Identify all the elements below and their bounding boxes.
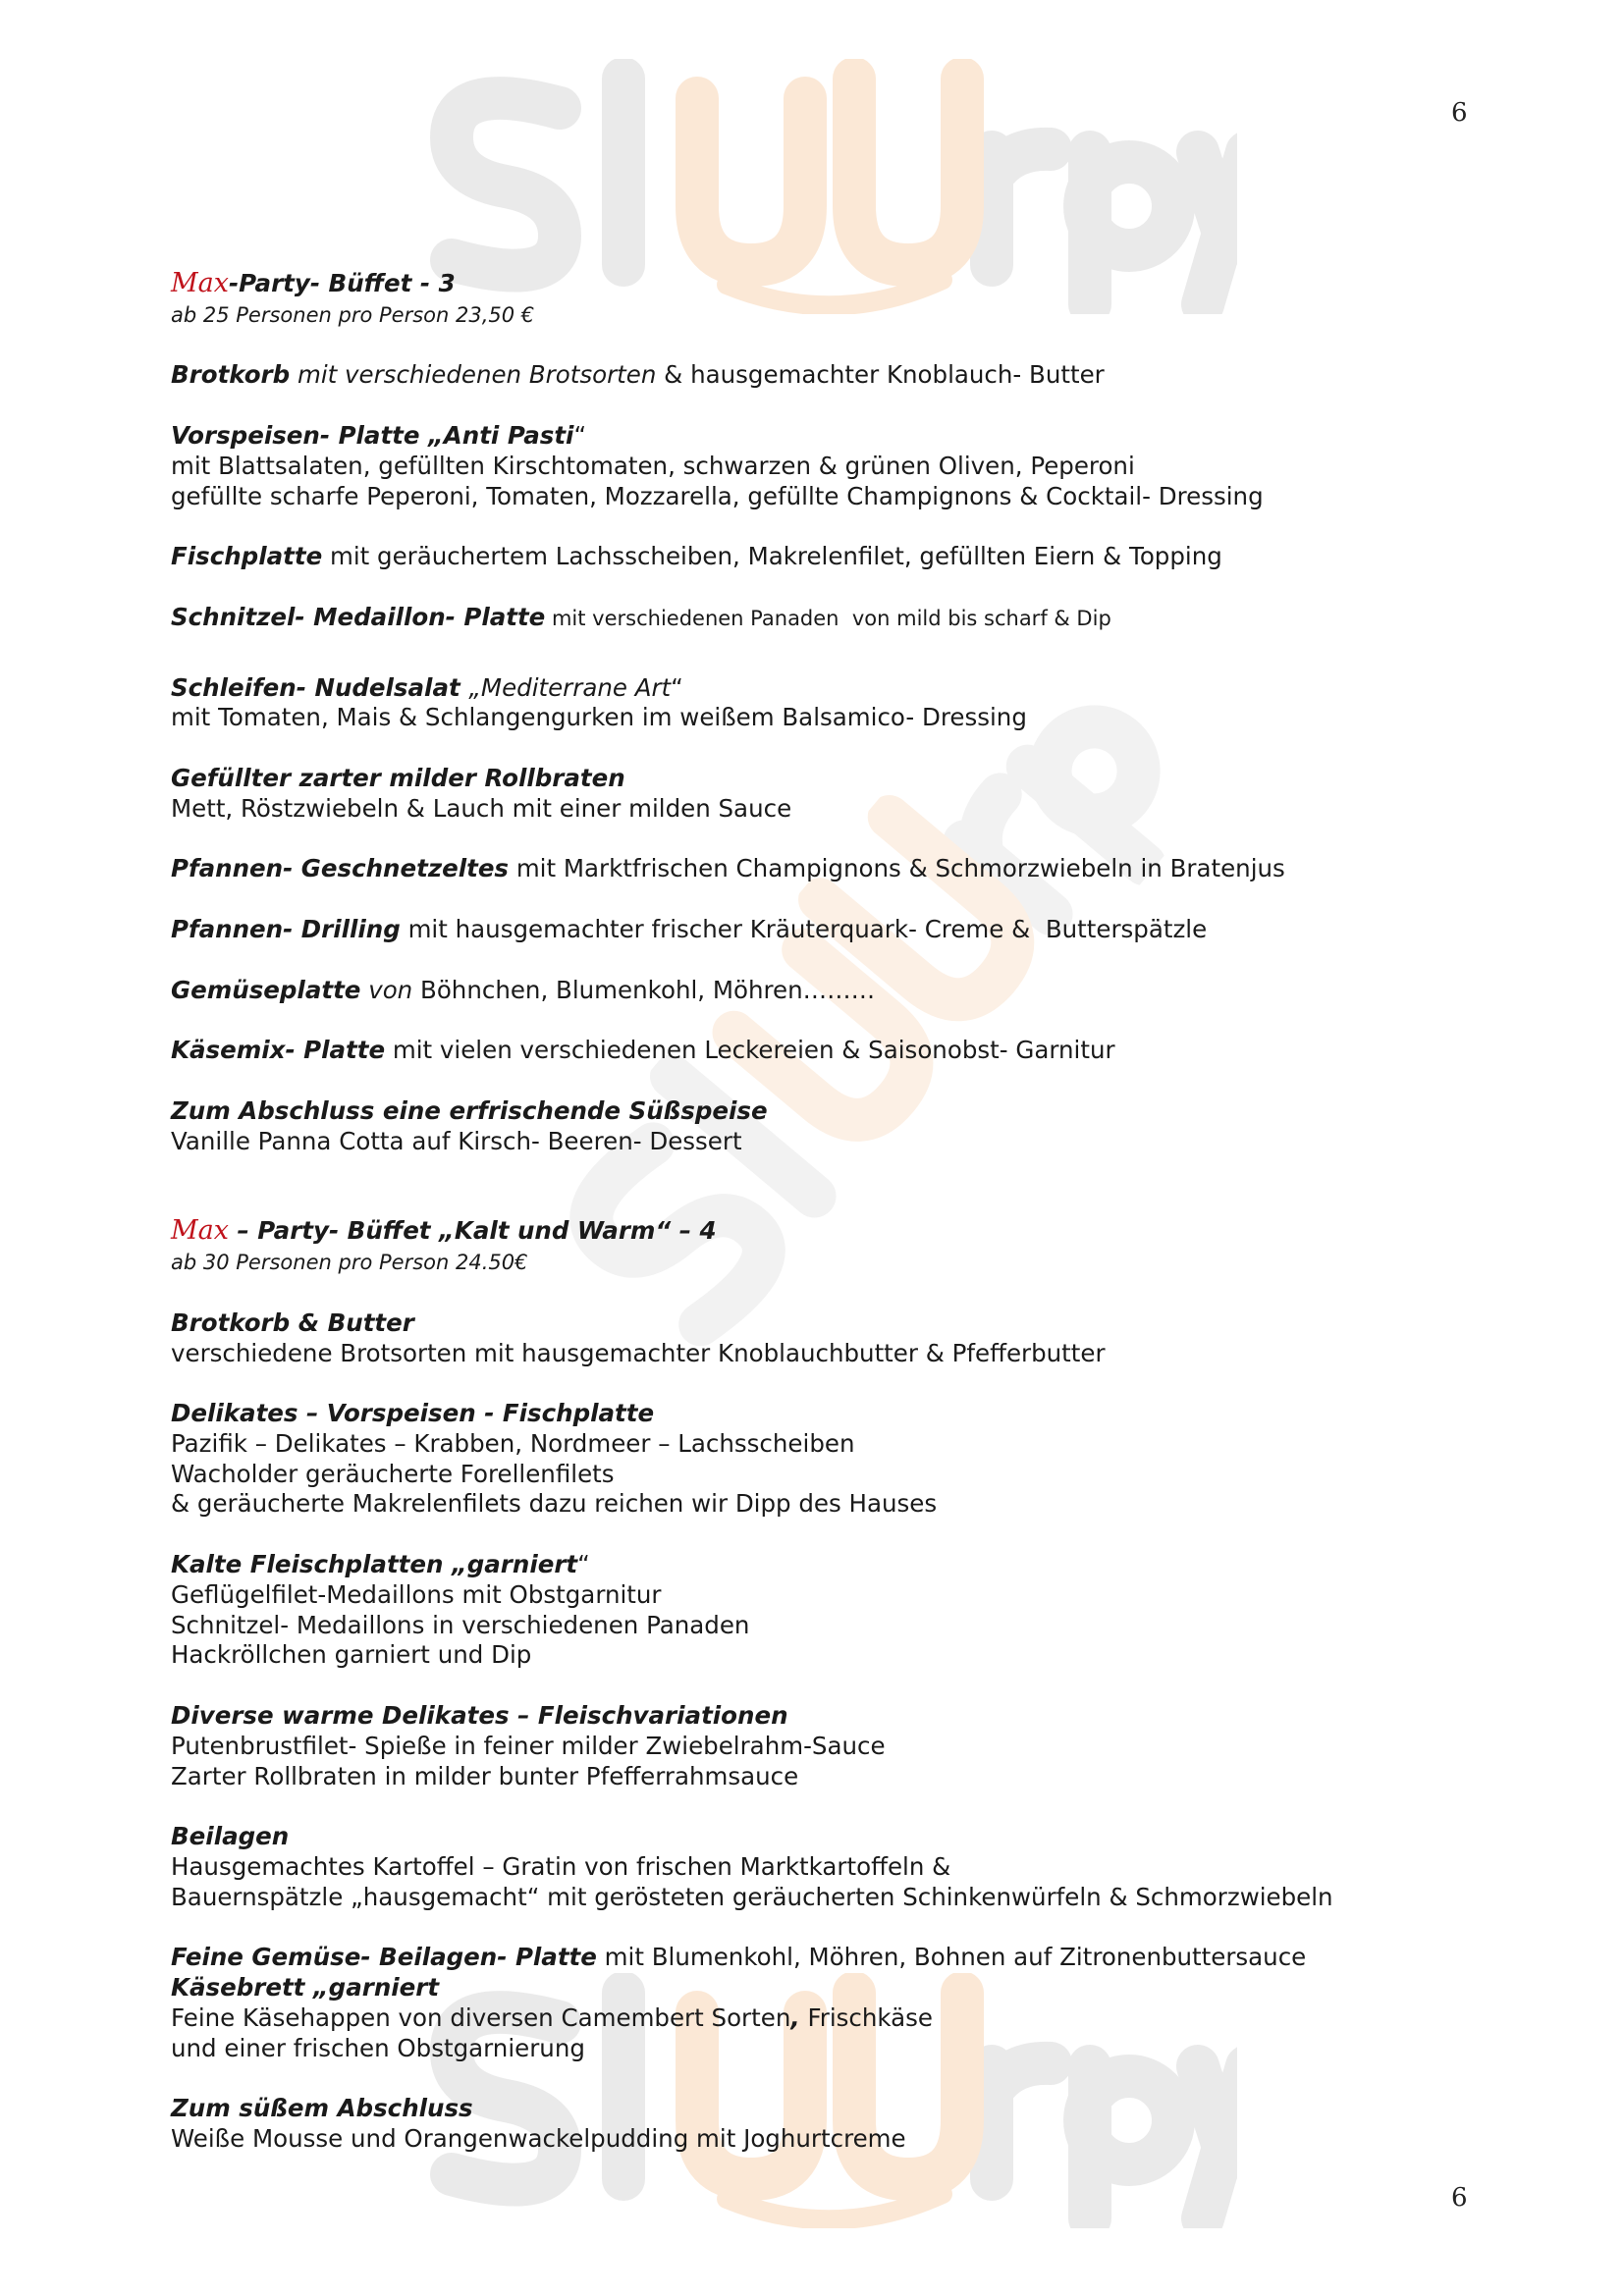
- menu-item: [171, 764, 1467, 825]
- menu-item-heading: [171, 915, 1467, 945]
- menu-item-description: [171, 1460, 1467, 1490]
- text-run: Delikates – Vorspeisen - Fischplatte: [171, 1399, 655, 1428]
- menu-item: [171, 1399, 1467, 1520]
- menu-item-description: [171, 1429, 1467, 1460]
- text-run: Zarter Rollbraten in milder bunter Pfefferrahmsauce: [171, 1761, 799, 1790]
- menu-item: [171, 360, 1467, 391]
- menu-item-description: [171, 452, 1467, 482]
- page-number-top: 6: [1451, 98, 1468, 128]
- text-run: mit vielen verschiedenen Leckereien & Saisonobst- Garnitur: [385, 1036, 1115, 1065]
- text-run: Brotkorb & Butter: [171, 1308, 414, 1337]
- menu-item: [171, 1036, 1467, 1066]
- text-run: Käsebrett „garniert: [171, 1973, 440, 2002]
- menu-item: [171, 976, 1467, 1006]
- text-run: Brotkorb: [171, 360, 291, 390]
- menu-item-heading: [171, 1973, 1467, 2003]
- text-run: Bauernspätzle „hausgemacht“ mit gerösteten geräucherten Schinkenwürfeln & Schmorzwiebeln: [171, 1882, 1333, 1911]
- text-run: mit verschiedenen Brotsorten: [290, 360, 657, 390]
- menu-item: [171, 1943, 1467, 1973]
- menu-item: [171, 854, 1467, 884]
- menu-item-description: [171, 1732, 1467, 1762]
- text-run: -Party- Büffet - 3: [228, 269, 456, 297]
- text-run: ab 30 Personen pro Person 24.50€: [171, 1251, 528, 1275]
- text-run: & hausgemachter Knoblauch- Butter: [656, 360, 1105, 390]
- text-run: von: [360, 975, 413, 1004]
- menu-item-description: [171, 1762, 1467, 1792]
- menu-item-description: [171, 1852, 1467, 1883]
- text-run: Mett, Röstzwiebeln & Lauch mit einer milden Sauce: [171, 793, 792, 823]
- menu-item-description: [171, 1883, 1467, 1913]
- menu-item-heading: [171, 1096, 1467, 1127]
- buffet-title: [171, 1216, 1467, 1247]
- menu-item-heading: [171, 1701, 1467, 1732]
- text-run: & geräucherte Makrelenfilets dazu reichen wir Dipp des Hauses: [171, 1489, 938, 1519]
- text-run: Geflügelfilet-Medaillons mit Obstgarnitur: [171, 1579, 662, 1609]
- text-run: mit geräuchertem Lachsscheiben, Makrelenfilet, gefüllten Eiern & Topping: [322, 542, 1222, 571]
- buffet-price: [171, 1247, 1467, 1278]
- menu-item: [171, 1973, 1467, 2063]
- menu-item-description: [171, 1339, 1467, 1369]
- text-run: Käsemix- Platte: [171, 1036, 386, 1065]
- menu-item-heading: [171, 2094, 1467, 2124]
- text-run: Wacholder geräucherte Forellenfilets: [171, 1459, 615, 1488]
- menu-item: [171, 915, 1467, 945]
- menu-item: [171, 673, 1467, 734]
- menu-item-description: [171, 1640, 1467, 1671]
- text-run: Zum süßem Abschluss: [171, 2094, 473, 2123]
- text-run: “: [671, 672, 683, 702]
- buffet-title-block: [171, 269, 1467, 331]
- text-run: Pazifik – Delikates – Krabben, Nordmeer – Lachsscheiben: [171, 1428, 855, 1458]
- menu-item-heading: [171, 360, 1467, 391]
- menu-item-heading: [171, 421, 1467, 452]
- text-run: ,: [790, 2003, 800, 2033]
- menu-item-heading: [171, 542, 1467, 572]
- text-run: verschiedene Brotsorten mit hausgemachter Knoblauchbutter & Pfefferbutter: [171, 1338, 1106, 1367]
- menu-item: [171, 1701, 1467, 1791]
- text-run: Hackröllchen garniert und Dip: [171, 1640, 532, 1670]
- menu-item: [171, 1308, 1467, 1369]
- text-run: Kalte Fleischplatten „garniert: [171, 1550, 578, 1579]
- text-run: Frischkäse: [799, 2003, 934, 2033]
- text-run: mit Tomaten, Mais & Schlangengurken im weißem Balsamico- Dressing: [171, 703, 1027, 732]
- text-run: und einer frischen Obstgarnierung: [171, 2033, 585, 2062]
- menu-item: [171, 542, 1467, 572]
- max-logo-text: Max: [171, 1215, 229, 1247]
- text-run: Hausgemachtes Kartoffel – Gratin von frischen Marktkartoffeln &: [171, 1852, 951, 1882]
- text-run: Weiße Mousse und Orangenwackelpudding mit Joghurtcreme: [171, 2124, 906, 2154]
- text-run: “: [577, 1550, 590, 1579]
- buffet-price: [171, 299, 1467, 331]
- max-logo-text: Max: [171, 268, 229, 298]
- menu-item-description: [171, 1489, 1467, 1520]
- text-run: Putenbrustfilet- Spieße in feiner milder Zwiebelrahm-Sauce: [171, 1731, 886, 1760]
- text-run: mit verschiedenen Panaden von mild bis scharf & Dip: [545, 606, 1111, 630]
- menu-item: [171, 421, 1467, 511]
- menu-item-heading: [171, 1822, 1467, 1852]
- text-run: „Mediterrane Art: [468, 672, 672, 702]
- text-run: Schnitzel- Medaillon- Platte: [171, 602, 546, 631]
- text-run: Diverse warme Delikates – Fleischvariationen: [171, 1701, 788, 1731]
- text-run: mit Blattsalaten, gefüllten Kirschtomaten, schwarzen & grünen Oliven, Peperoni: [171, 451, 1135, 480]
- text-run: “: [573, 420, 587, 450]
- menu-item-description: [171, 703, 1467, 733]
- menu-item-heading: [171, 854, 1467, 884]
- menu-item: [171, 1822, 1467, 1912]
- menu-item-heading: [171, 603, 1467, 634]
- menu-item: [171, 2094, 1467, 2155]
- text-run: mit Marktfrischen Champignons & Schmorzwiebeln in Bratenjus: [509, 854, 1285, 883]
- text-run: Vorspeisen- Platte „Anti Pasti: [171, 420, 574, 450]
- menu-item-heading: [171, 764, 1467, 794]
- menu-content: [171, 269, 1467, 2185]
- text-run: Gefüllter zarter milder Rollbraten: [171, 763, 625, 792]
- menu-item-description: [171, 2003, 1467, 2034]
- text-run: mit hausgemachter frischer Kräuterquark- Creme & Butterspätzle: [400, 914, 1208, 943]
- page-number-bottom: 6: [1451, 2183, 1468, 2213]
- text-run: ab 25 Personen pro Person 23,50 €: [171, 302, 535, 327]
- text-run: Pfannen- Geschnetzeltes: [171, 854, 510, 883]
- menu-item-description: [171, 1611, 1467, 1641]
- text-run: Schnitzel- Medaillons in verschiedenen Panaden: [171, 1610, 750, 1639]
- buffet-title: [171, 269, 1467, 299]
- menu-item-heading: [171, 1550, 1467, 1580]
- menu-item-description: [171, 2124, 1467, 2155]
- text-run: Zum Abschluss eine erfrischende Süßspeise: [171, 1095, 768, 1125]
- menu-item-description: [171, 1127, 1467, 1157]
- text-run: gefüllte scharfe Peperoni, Tomaten, Mozzarella, gefüllte Champignons & Cocktail- Dressing: [171, 481, 1264, 510]
- text-run: Feine Gemüse- Beilagen- Platte: [171, 1943, 597, 1972]
- menu-item-heading: [171, 1036, 1467, 1066]
- text-run: Böhnchen, Blumenkohl, Möhren………: [412, 975, 876, 1004]
- menu-item: [171, 603, 1467, 634]
- text-run: – Party- Büffet „Kalt und Warm“ – 4: [228, 1216, 717, 1246]
- menu-item-heading: [171, 673, 1467, 704]
- text-run: Beilagen: [171, 1822, 290, 1851]
- buffet-title-block: [171, 1216, 1467, 1278]
- menu-item: [171, 1550, 1467, 1671]
- menu-item: [171, 1096, 1467, 1157]
- text-run: Feine Käsehappen von diversen Camembert Sorten: [171, 2003, 791, 2033]
- menu-item-heading: [171, 1308, 1467, 1339]
- menu-item-description: [171, 794, 1467, 825]
- text-run: Pfannen- Drilling: [171, 914, 401, 943]
- menu-item-heading: [171, 1399, 1467, 1429]
- menu-item-heading: [171, 976, 1467, 1006]
- text-run: Gemüseplatte: [171, 975, 361, 1004]
- text-run: Vanille Panna Cotta auf Kirsch- Beeren- Dessert: [171, 1126, 742, 1155]
- text-run: Schleifen- Nudelsalat: [171, 672, 469, 702]
- text-run: Fischplatte: [171, 542, 323, 571]
- text-run: mit Blumenkohl, Möhren, Bohnen auf Zitronenbuttersauce: [596, 1943, 1307, 1972]
- menu-item-description: [171, 1580, 1467, 1611]
- menu-item-description: [171, 482, 1467, 512]
- menu-item-description: [171, 2034, 1467, 2064]
- menu-item-heading: [171, 1943, 1467, 1973]
